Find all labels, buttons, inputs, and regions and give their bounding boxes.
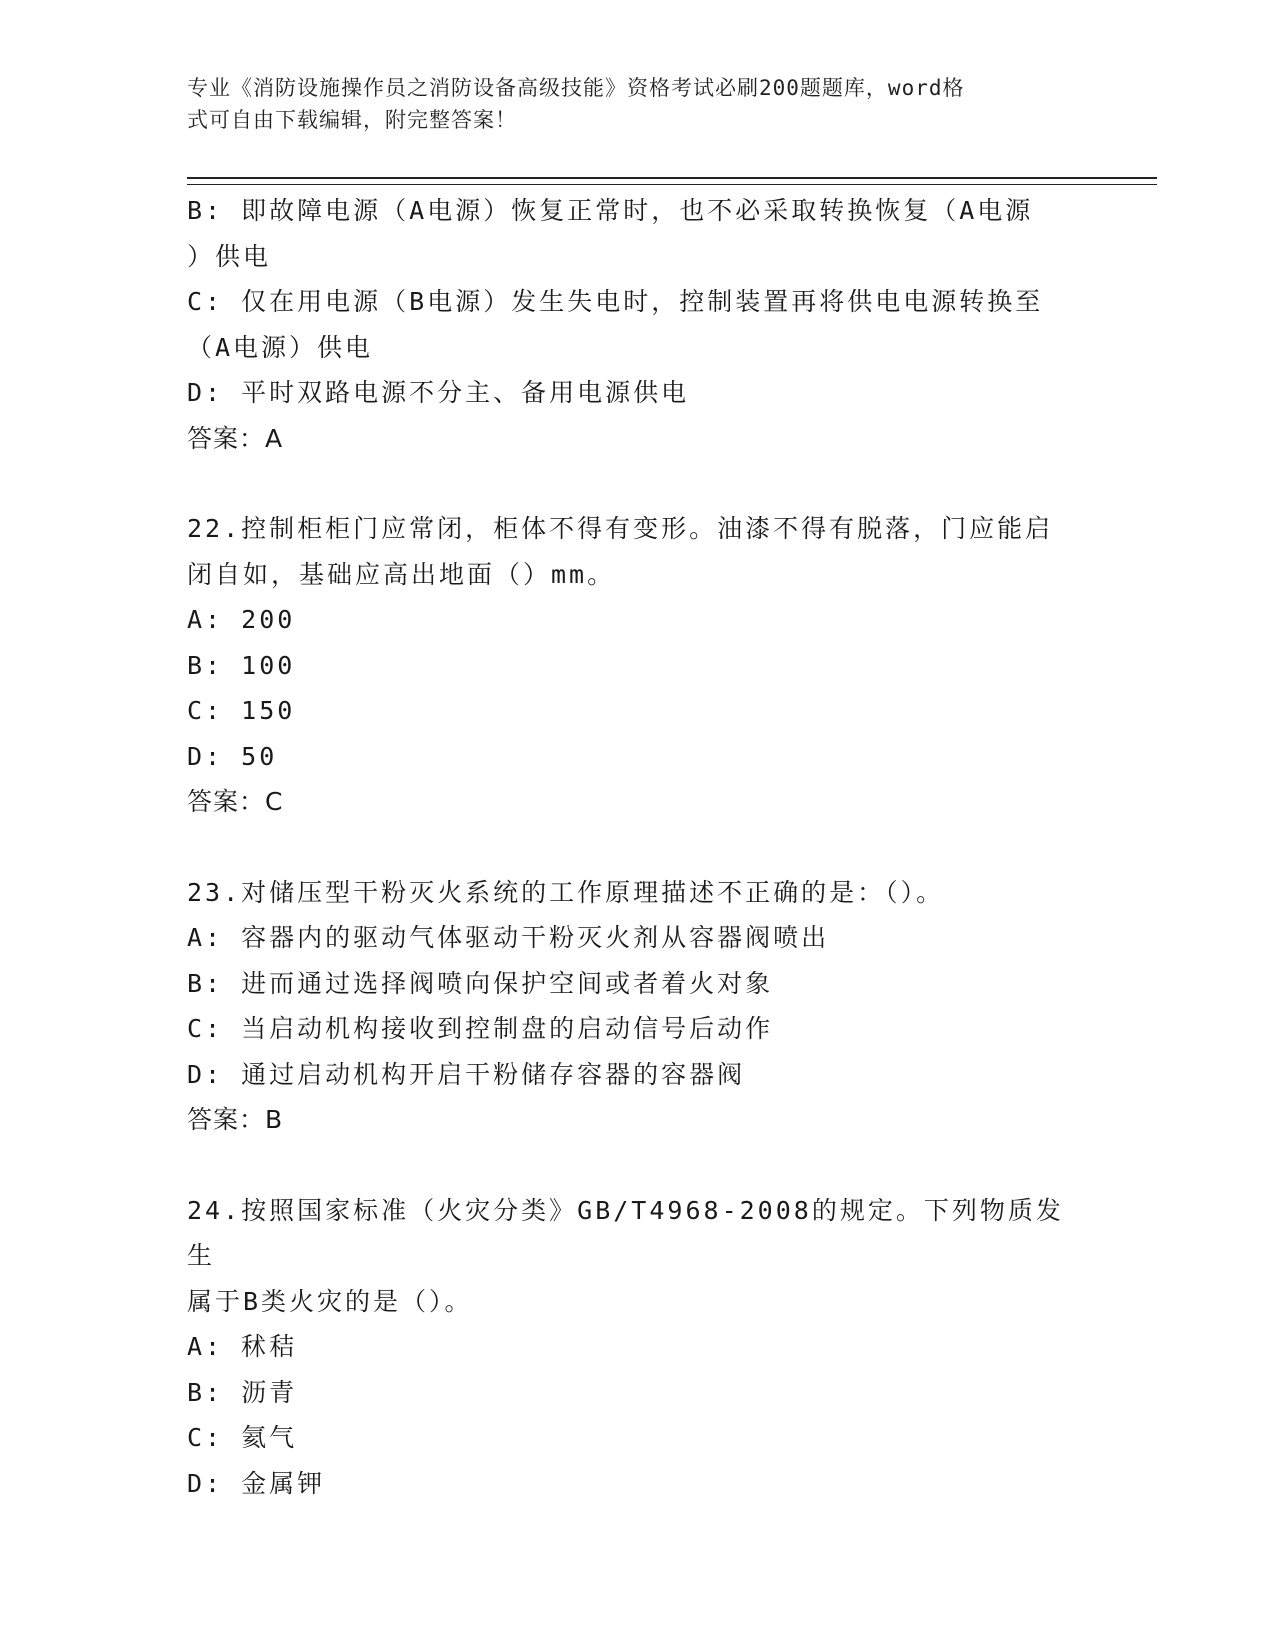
question-stem-line-1: 24.按照国家标准（火灾分类》GB/T4968-2008的规定。下列物质发生 [187,1195,1064,1270]
answer-line: 答案：B [187,1105,284,1134]
header-line-1: 专业《消防设施操作员之消防设备高级技能》资格考试必刷200题题库，word格 [187,76,965,100]
question-23 [187,870,1087,1143]
option-c: C: 氦气 [187,1423,298,1452]
option-d: D: 通过启动机构开启干粉储存容器的容器阀 [187,1059,746,1089]
option-b-line-2: ）供电 [187,241,272,271]
option-d: D: 金属钾 [187,1468,326,1498]
header-line-2: 式可自由下载编辑，附完整答案！ [187,108,517,132]
option-c: C: 150 [187,696,296,725]
option-b: B: 沥青 [187,1377,298,1407]
option-d: D: 平时双路电源不分主、备用电源供电 [187,378,690,407]
question-22 [187,506,1087,825]
option-a: A: 容器内的驱动气体驱动干粉灭火剂从容器阀喷出 [187,923,830,952]
option-c: C: 当启动机构接收到控制盘的启动信号后动作 [187,1014,774,1043]
question-stem-line-2: 闭自如，基础应高出地面（）mm。 [187,559,616,589]
question-stem-line-1: 23.对储压型干粉灭火系统的工作原理描述不正确的是：（）。 [187,877,945,907]
option-b: B: 100 [187,650,296,680]
option-c-line-1: C: 仅在用电源（B电源）发生失电时，控制装置再将供电电源转换至 [187,287,1044,316]
spacer [187,825,1087,870]
spacer [187,1143,1087,1188]
option-a: A: 秫秸 [187,1332,298,1361]
previous-question-tail [187,188,1087,461]
answer-line: 答案：C [187,787,284,816]
option-b: B: 进而通过选择阀喷向保护空间或者着火对象 [187,968,774,998]
question-stem-line-2: 属于B类火灾的是（）。 [187,1286,473,1316]
option-b-line-1: B: 即故障电源（A电源）恢复正常时，也不必采取转换恢复（A电源 [187,196,1034,225]
spacer [187,461,1087,506]
question-content [187,188,1087,1506]
option-d: D: 50 [187,741,278,771]
answer-line: 答案：A [187,423,284,453]
option-c-line-2: （A电源）供电 [187,332,374,362]
option-a: A: 200 [187,605,296,634]
header-rule-thick [187,177,1157,179]
document-header [187,72,1067,136]
question-stem-line-1: 22.控制柜柜门应常闭，柜体不得有变形。油漆不得有脱落，门应能启 [187,514,1054,543]
header-rule-thin [187,184,1157,185]
question-24 [187,1188,1087,1507]
